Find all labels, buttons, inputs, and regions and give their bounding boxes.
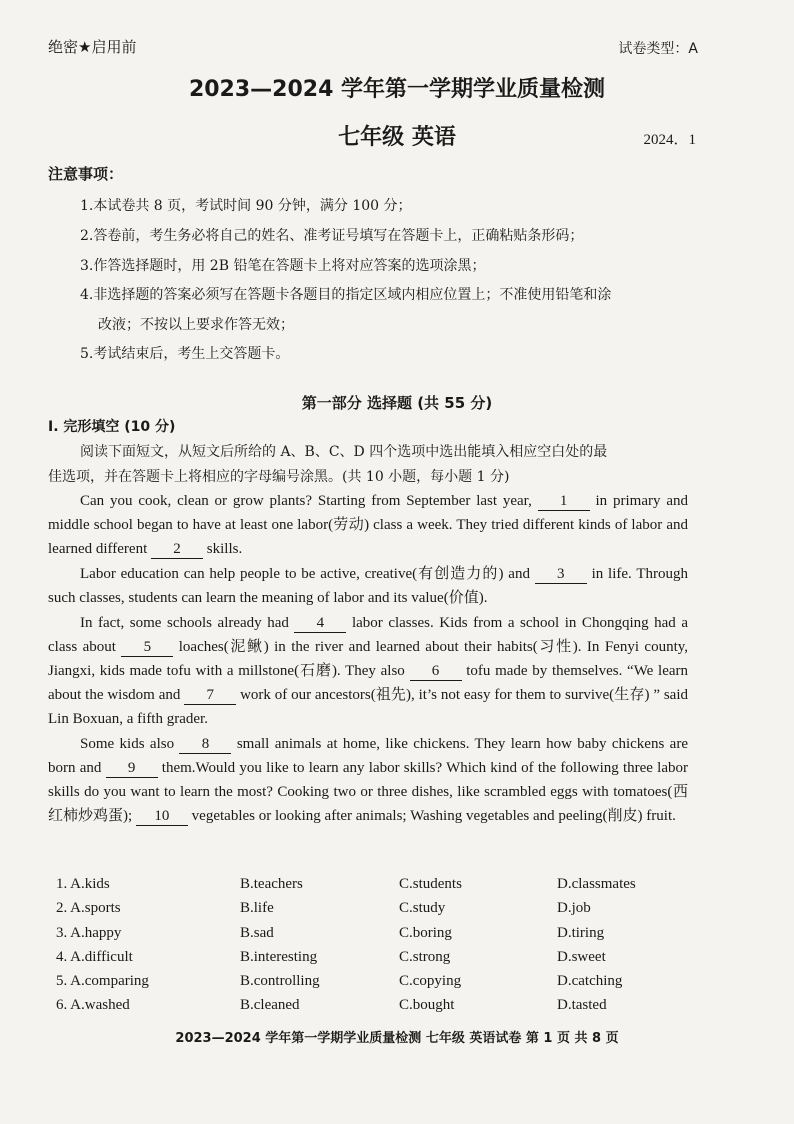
option-d: D.tiring bbox=[557, 925, 605, 941]
option-b: B.life bbox=[240, 900, 274, 916]
blank-1: 1 bbox=[538, 493, 590, 511]
blank-7: 7 bbox=[184, 687, 236, 705]
option-d: D.tasted bbox=[557, 997, 607, 1013]
option-b: B.cleaned bbox=[240, 997, 300, 1013]
cloze-heading: I. 完形填空 (10 分) bbox=[48, 419, 176, 435]
option-a: 6. A.washed bbox=[56, 997, 130, 1013]
cloze-paragraph-4: Some kids also 8 small animals at home, like chickens. They learn how baby chickens are born and 9 them.Would you like to learn any labor skills? Which kind of the following three labor skills do you want to learn the most? Cooking two or three dishes, like scrambled eggs with tomatoes(西红柿炒鸡蛋); 10 vegetables or looking after animals; Washing vegetables and peeling(削皮) fruit. bbox=[48, 736, 688, 824]
confidential-label: 绝密★启用前 bbox=[48, 38, 137, 56]
option-row bbox=[56, 997, 656, 1021]
cloze-paragraph-3: In fact, some schools already had 4 labor classes. Kids from a school in Chongqing had a class about 5 loaches(泥鳅) in the river and learned about their habits(习性). In Fenyi county, Jiangxi, kids made tofu with a millstone(石磨). They also 6 tofu made by themselves. “We learn about the wisdom and 7 work of our ancestors(祖先), it’s not easy for them to survive(生存) ” said Lin Boxuan, a fifth grader. bbox=[48, 615, 689, 727]
option-b: B.teachers bbox=[240, 876, 303, 892]
option-a: 5. A.comparing bbox=[56, 973, 149, 989]
blank-10: 10 bbox=[136, 808, 188, 826]
option-b: B.sad bbox=[240, 925, 274, 941]
option-row bbox=[56, 949, 656, 973]
option-a: 4. A.difficult bbox=[56, 949, 133, 965]
blank-9: 9 bbox=[106, 760, 158, 778]
cloze-paragraph-2: Labor education can help people to be active, creative(有创造力的) and 3 in life. Through such classes, students can learn the meaning of labor and its value(价值). bbox=[48, 566, 688, 606]
option-a: 1. A.kids bbox=[56, 876, 110, 892]
exam-subtitle: 七年级 英语 bbox=[338, 125, 456, 150]
note-item: 2.答卷前，考生务必将自己的姓名、准考证号填写在答题卡上，正确粘贴条形码； bbox=[80, 228, 584, 244]
option-row bbox=[56, 876, 656, 900]
blank-2: 2 bbox=[151, 541, 203, 559]
note-item: 4.非选择题的答案必须写在答题卡各题目的指定区域内相应位置上；不准使用铅笔和涂 bbox=[80, 287, 612, 303]
cloze-paragraph-1: Can you cook, clean or grow plants? Starting from September last year, 1 in primary and middle school began to have at least one labor(劳动) class a week. They tried different kinds of labor and learned different 2 skills. bbox=[48, 493, 688, 557]
blank-3: 3 bbox=[535, 566, 587, 584]
blank-6: 6 bbox=[410, 663, 462, 681]
blank-8: 8 bbox=[179, 736, 231, 754]
option-d: D.job bbox=[557, 900, 591, 916]
note-item: 5.考试结束后，考生上交答题卡。 bbox=[80, 346, 290, 362]
option-d: D.classmates bbox=[557, 876, 636, 892]
note-item: 1.本试卷共 8 页，考试时间 90 分钟，满分 100 分； bbox=[80, 198, 412, 214]
exam-title: 2023—2024 学年第一学期学业质量检测 bbox=[188, 77, 606, 102]
section-title: 第一部分 选择题 (共 55 分) bbox=[301, 394, 493, 412]
option-c: C.strong bbox=[399, 949, 451, 965]
page-footer: 2023—2024 学年第一学期学业质量检测 七年级 英语试卷 第 1 页 共 8 页 bbox=[175, 1031, 619, 1046]
option-b: B.interesting bbox=[240, 949, 318, 965]
option-d: D.catching bbox=[557, 973, 623, 989]
note-item: 改液；不按以上要求作答无效； bbox=[98, 317, 294, 333]
notes-heading: 注意事项： bbox=[48, 165, 124, 183]
note-item: 3.作答选择题时，用 2B 铅笔在答题卡上将对应答案的选项涂黑； bbox=[80, 258, 486, 274]
option-c: C.bought bbox=[399, 997, 455, 1013]
blank-4: 4 bbox=[294, 615, 346, 633]
paper-type-label: 试卷类型：A bbox=[618, 41, 698, 57]
option-c: C.students bbox=[399, 876, 462, 892]
option-row bbox=[56, 925, 656, 949]
option-row bbox=[56, 900, 656, 924]
option-row bbox=[56, 973, 656, 997]
option-a: 3. A.happy bbox=[56, 925, 122, 941]
cloze-instruction-line2: 佳选项，并在答题卡上将相应的字母编号涂黑。(共 10 小题，每小题 1 分) bbox=[48, 469, 510, 485]
option-b: B.controlling bbox=[240, 973, 320, 989]
option-c: C.copying bbox=[399, 973, 462, 989]
exam-date: 2024．1 bbox=[643, 132, 696, 148]
option-c: C.boring bbox=[399, 925, 452, 941]
option-a: 2. A.sports bbox=[56, 900, 121, 916]
cloze-instruction-line1: 阅读下面短文，从短文后所给的 A、B、C、D 四个选项中选出能填入相应空白处的最 bbox=[80, 444, 608, 460]
option-d: D.sweet bbox=[557, 949, 606, 965]
option-c: C.study bbox=[399, 900, 446, 916]
blank-5: 5 bbox=[121, 639, 173, 657]
